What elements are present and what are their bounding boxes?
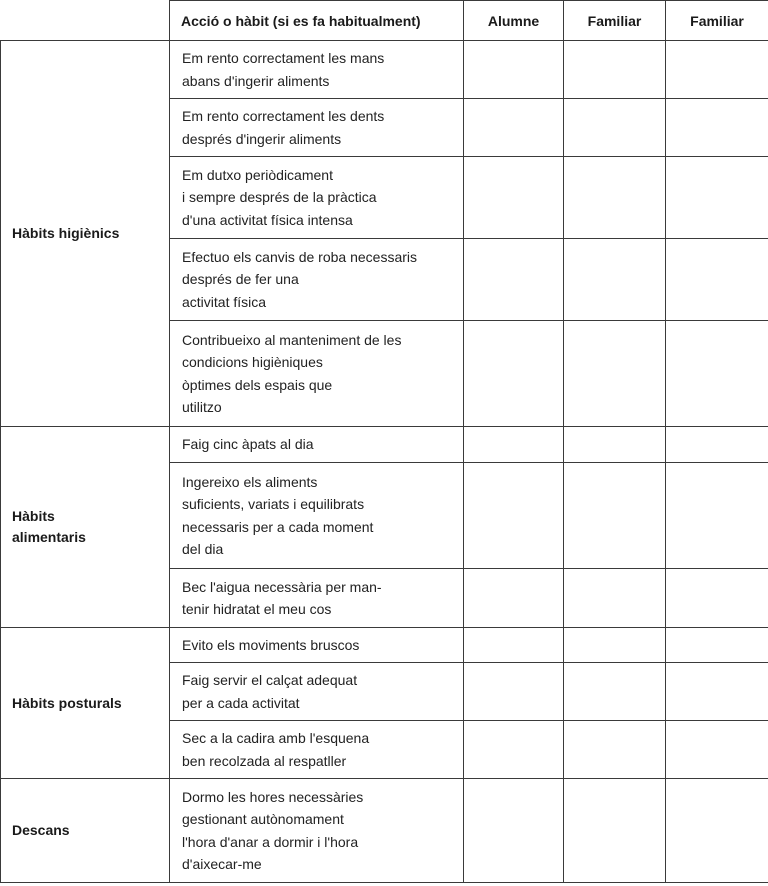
- student-check-cell[interactable]: [464, 569, 564, 628]
- student-check-cell[interactable]: [464, 239, 564, 321]
- family-check-cell[interactable]: [564, 41, 666, 99]
- family-check-cell[interactable]: [666, 463, 768, 569]
- table-row: [1, 427, 768, 463]
- habit-cell: Bec l'aigua necessària per man- tenir hidratat el meu cos: [170, 569, 464, 628]
- family-check-cell[interactable]: [564, 239, 666, 321]
- student-check-cell[interactable]: [464, 321, 564, 427]
- family-check-cell[interactable]: [564, 779, 666, 883]
- family-check-cell[interactable]: [666, 99, 768, 157]
- family-check-cell[interactable]: [564, 569, 666, 628]
- student-check-cell[interactable]: [464, 463, 564, 569]
- table-row: [1, 41, 768, 99]
- habit-cell: Faig cinc àpats al dia: [170, 427, 464, 463]
- habit-cell: Evito els moviments bruscos: [170, 628, 464, 663]
- student-check-cell[interactable]: [464, 99, 564, 157]
- category-posture: Hàbits posturals: [1, 628, 170, 779]
- family-check-cell[interactable]: [666, 157, 768, 239]
- student-check-cell[interactable]: [464, 663, 564, 721]
- student-header: Alumne: [464, 1, 564, 41]
- habit-cell: Em dutxo periòdicament i sempre després de la pràctica d'una activitat física intensa: [170, 157, 464, 239]
- family-header-2: Familiar: [666, 1, 768, 41]
- student-check-cell[interactable]: [464, 721, 564, 779]
- habit-cell: Dormo les hores necessàries gestionant autònomament l'hora d'anar a dormir i l'hora d'aixecar-me: [170, 779, 464, 883]
- table-row: [1, 628, 768, 663]
- habit-cell: Faig servir el calçat adequat per a cada activitat: [170, 663, 464, 721]
- table-row: [1, 779, 768, 883]
- family-check-cell[interactable]: [666, 569, 768, 628]
- action-header: Acció o hàbit (si es fa habitualment): [170, 1, 464, 41]
- family-check-cell[interactable]: [564, 463, 666, 569]
- family-check-cell[interactable]: [666, 239, 768, 321]
- corner-cell: [1, 1, 170, 41]
- habit-cell: Em rento correctament les mans abans d'ingerir aliments: [170, 41, 464, 99]
- family-check-cell[interactable]: [564, 427, 666, 463]
- family-check-cell[interactable]: [564, 321, 666, 427]
- habit-cell: Em rento correctament les dents després d'ingerir aliments: [170, 99, 464, 157]
- student-check-cell[interactable]: [464, 427, 564, 463]
- family-header-1: Familiar: [564, 1, 666, 41]
- habit-cell: Sec a la cadira amb l'esquena ben recolzada al respatller: [170, 721, 464, 779]
- family-check-cell[interactable]: [666, 721, 768, 779]
- family-check-cell[interactable]: [666, 321, 768, 427]
- student-check-cell[interactable]: [464, 41, 564, 99]
- student-check-cell[interactable]: [464, 628, 564, 663]
- habit-cell: Contribueixo al manteniment de les condicions higièniques òptimes dels espais que utilitzo: [170, 321, 464, 427]
- family-check-cell[interactable]: [666, 628, 768, 663]
- category-rest: Descans: [1, 779, 170, 883]
- student-check-cell[interactable]: [464, 779, 564, 883]
- habit-cell: Efectuo els canvis de roba necessaris després de fer una activitat física: [170, 239, 464, 321]
- family-check-cell[interactable]: [564, 663, 666, 721]
- family-check-cell[interactable]: [564, 157, 666, 239]
- category-hygiene: Hàbits higiènics: [1, 41, 170, 427]
- family-check-cell[interactable]: [564, 721, 666, 779]
- family-check-cell[interactable]: [666, 427, 768, 463]
- family-check-cell[interactable]: [564, 99, 666, 157]
- category-nutrition: Hàbits alimentaris: [1, 427, 170, 628]
- family-check-cell[interactable]: [666, 41, 768, 99]
- student-check-cell[interactable]: [464, 157, 564, 239]
- habit-cell: Ingereixo els aliments suficients, variats i equilibrats necessaris per a cada moment del dia: [170, 463, 464, 569]
- family-check-cell[interactable]: [666, 663, 768, 721]
- family-check-cell[interactable]: [666, 779, 768, 883]
- family-check-cell[interactable]: [564, 628, 666, 663]
- header-row: [1, 1, 768, 41]
